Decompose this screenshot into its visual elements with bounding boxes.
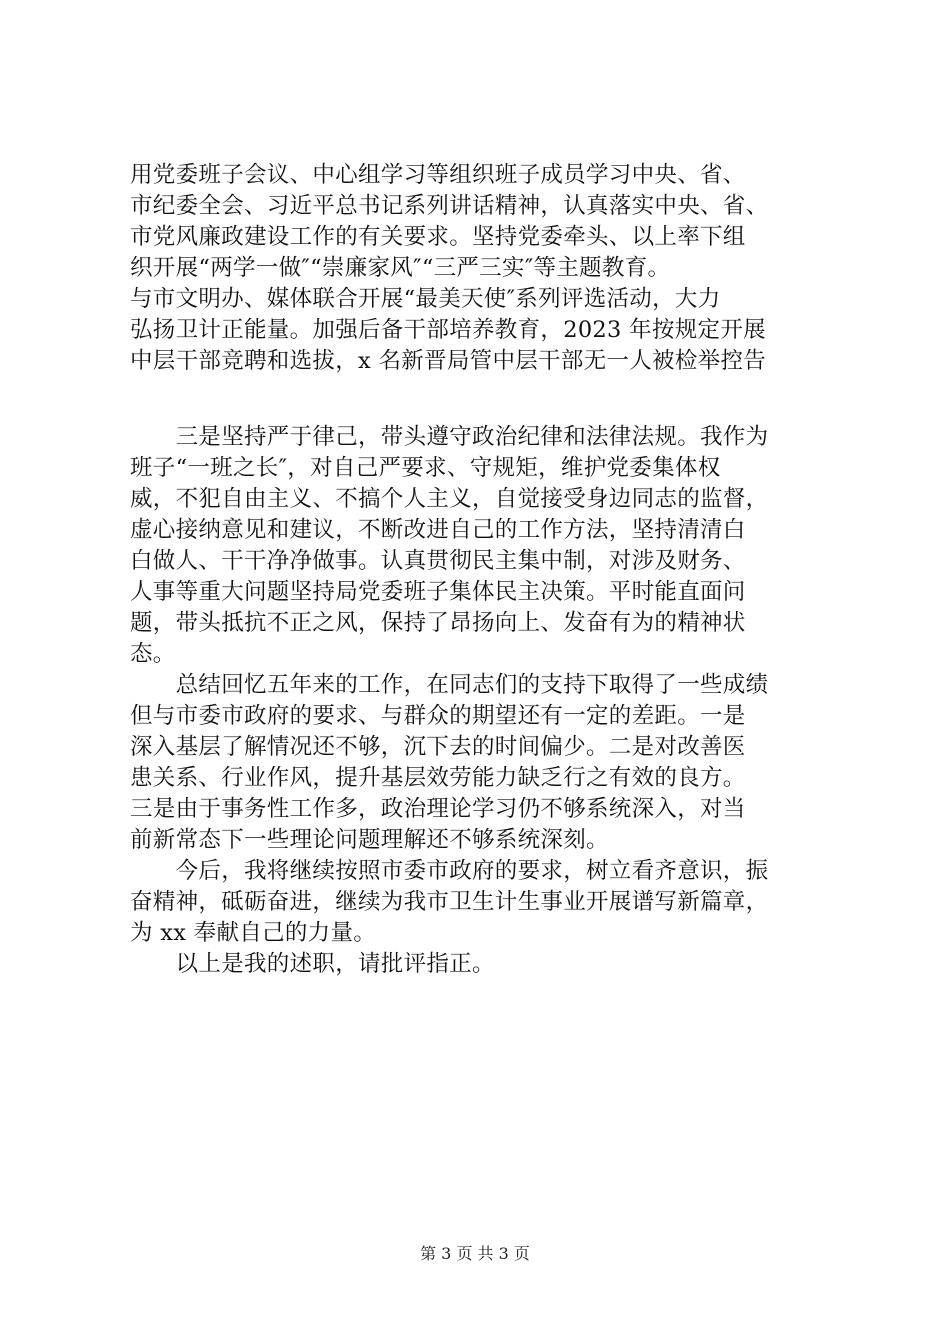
- text-line: 为 xx 奉献自己的力量。: [130, 920, 377, 946]
- text-line: 市纪委全会、习近平总书记系列讲话精神，认真落实中央、省、: [130, 193, 769, 219]
- text-line: 前新常态下一些理论问题理解还不够系统深刻。: [130, 827, 609, 853]
- text-line: 但与市委市政府的要求、与群众的期望还有一定的差距。一是: [130, 703, 746, 729]
- page-number-label: 第 3 页 共 3 页: [420, 1244, 530, 1263]
- paragraph-block-1: [130, 160, 836, 377]
- text-line: 深入基层了解情况还不够，沉下去的时间偏少。二是对改善医: [130, 734, 746, 760]
- text-line: 今后，我将继续按照市委市政府的要求，树立看齐意识，振: [130, 858, 769, 884]
- text-line: 威，不犯自由主义、不搞个人主义，自觉接受身边同志的监督，: [130, 486, 769, 512]
- text-line: 织开展“两学一做″“崇廉家风″“三严三实″等主题教育。: [130, 255, 671, 281]
- text-line: 题，带头抵抗不正之风，保持了昂扬向上、发奋有为的精神状: [130, 610, 746, 636]
- text-line: 以上是我的述职，请批评指正。: [130, 951, 495, 977]
- text-line: 弘扬卫计正能量。加强后备干部培养教育，2023 年按规定开展: [130, 317, 766, 343]
- text-line: 市党风廉政建设工作的有关要求。坚持党委牵头、以上率下组: [130, 224, 746, 250]
- text-line: 态。: [130, 641, 176, 667]
- text-line: 与市文明办、媒体联合开展“最美天使″系列评选活动，大力: [130, 286, 721, 312]
- text-line: 三是由于事务性工作多，政治理论学习仍不够系统深入，对当: [130, 796, 746, 822]
- text-line: 班子“一班之长″，对自己严要求、守规矩，维护党委集体权: [130, 455, 721, 481]
- text-line: 中层干部竞聘和选拔，x 名新晋局管中层干部无一人被检举控告: [130, 348, 767, 374]
- text-line: 总结回忆五年来的工作，在同志们的支持下取得了一些成绩: [130, 672, 769, 698]
- text-line: 患关系、行业作风，提升基层效劳能力缺乏行之有效的良方。: [130, 765, 746, 791]
- text-line: 虚心接纳意见和建议，不断改进自己的工作方法，坚持清清白: [130, 517, 746, 543]
- page-footer: [0, 1243, 950, 1265]
- text-line: 用党委班子会议、中心组学习等组织班子成员学习中央、省、: [130, 162, 746, 188]
- text-line: 三是坚持严于律己，带头遵守政治纪律和法律法规。我作为: [130, 424, 769, 450]
- text-line: 白做人、干干净净做事。认真贯彻民主集中制，对涉及财务、: [130, 548, 746, 574]
- text-line: 奋精神，砥砺奋进，继续为我市卫生计生事业开展谱写新篇章，: [130, 889, 769, 915]
- paragraph-block-2: [130, 422, 836, 980]
- text-line: 人事等重大问题坚持局党委班子集体民主决策。平时能直面问: [130, 579, 746, 605]
